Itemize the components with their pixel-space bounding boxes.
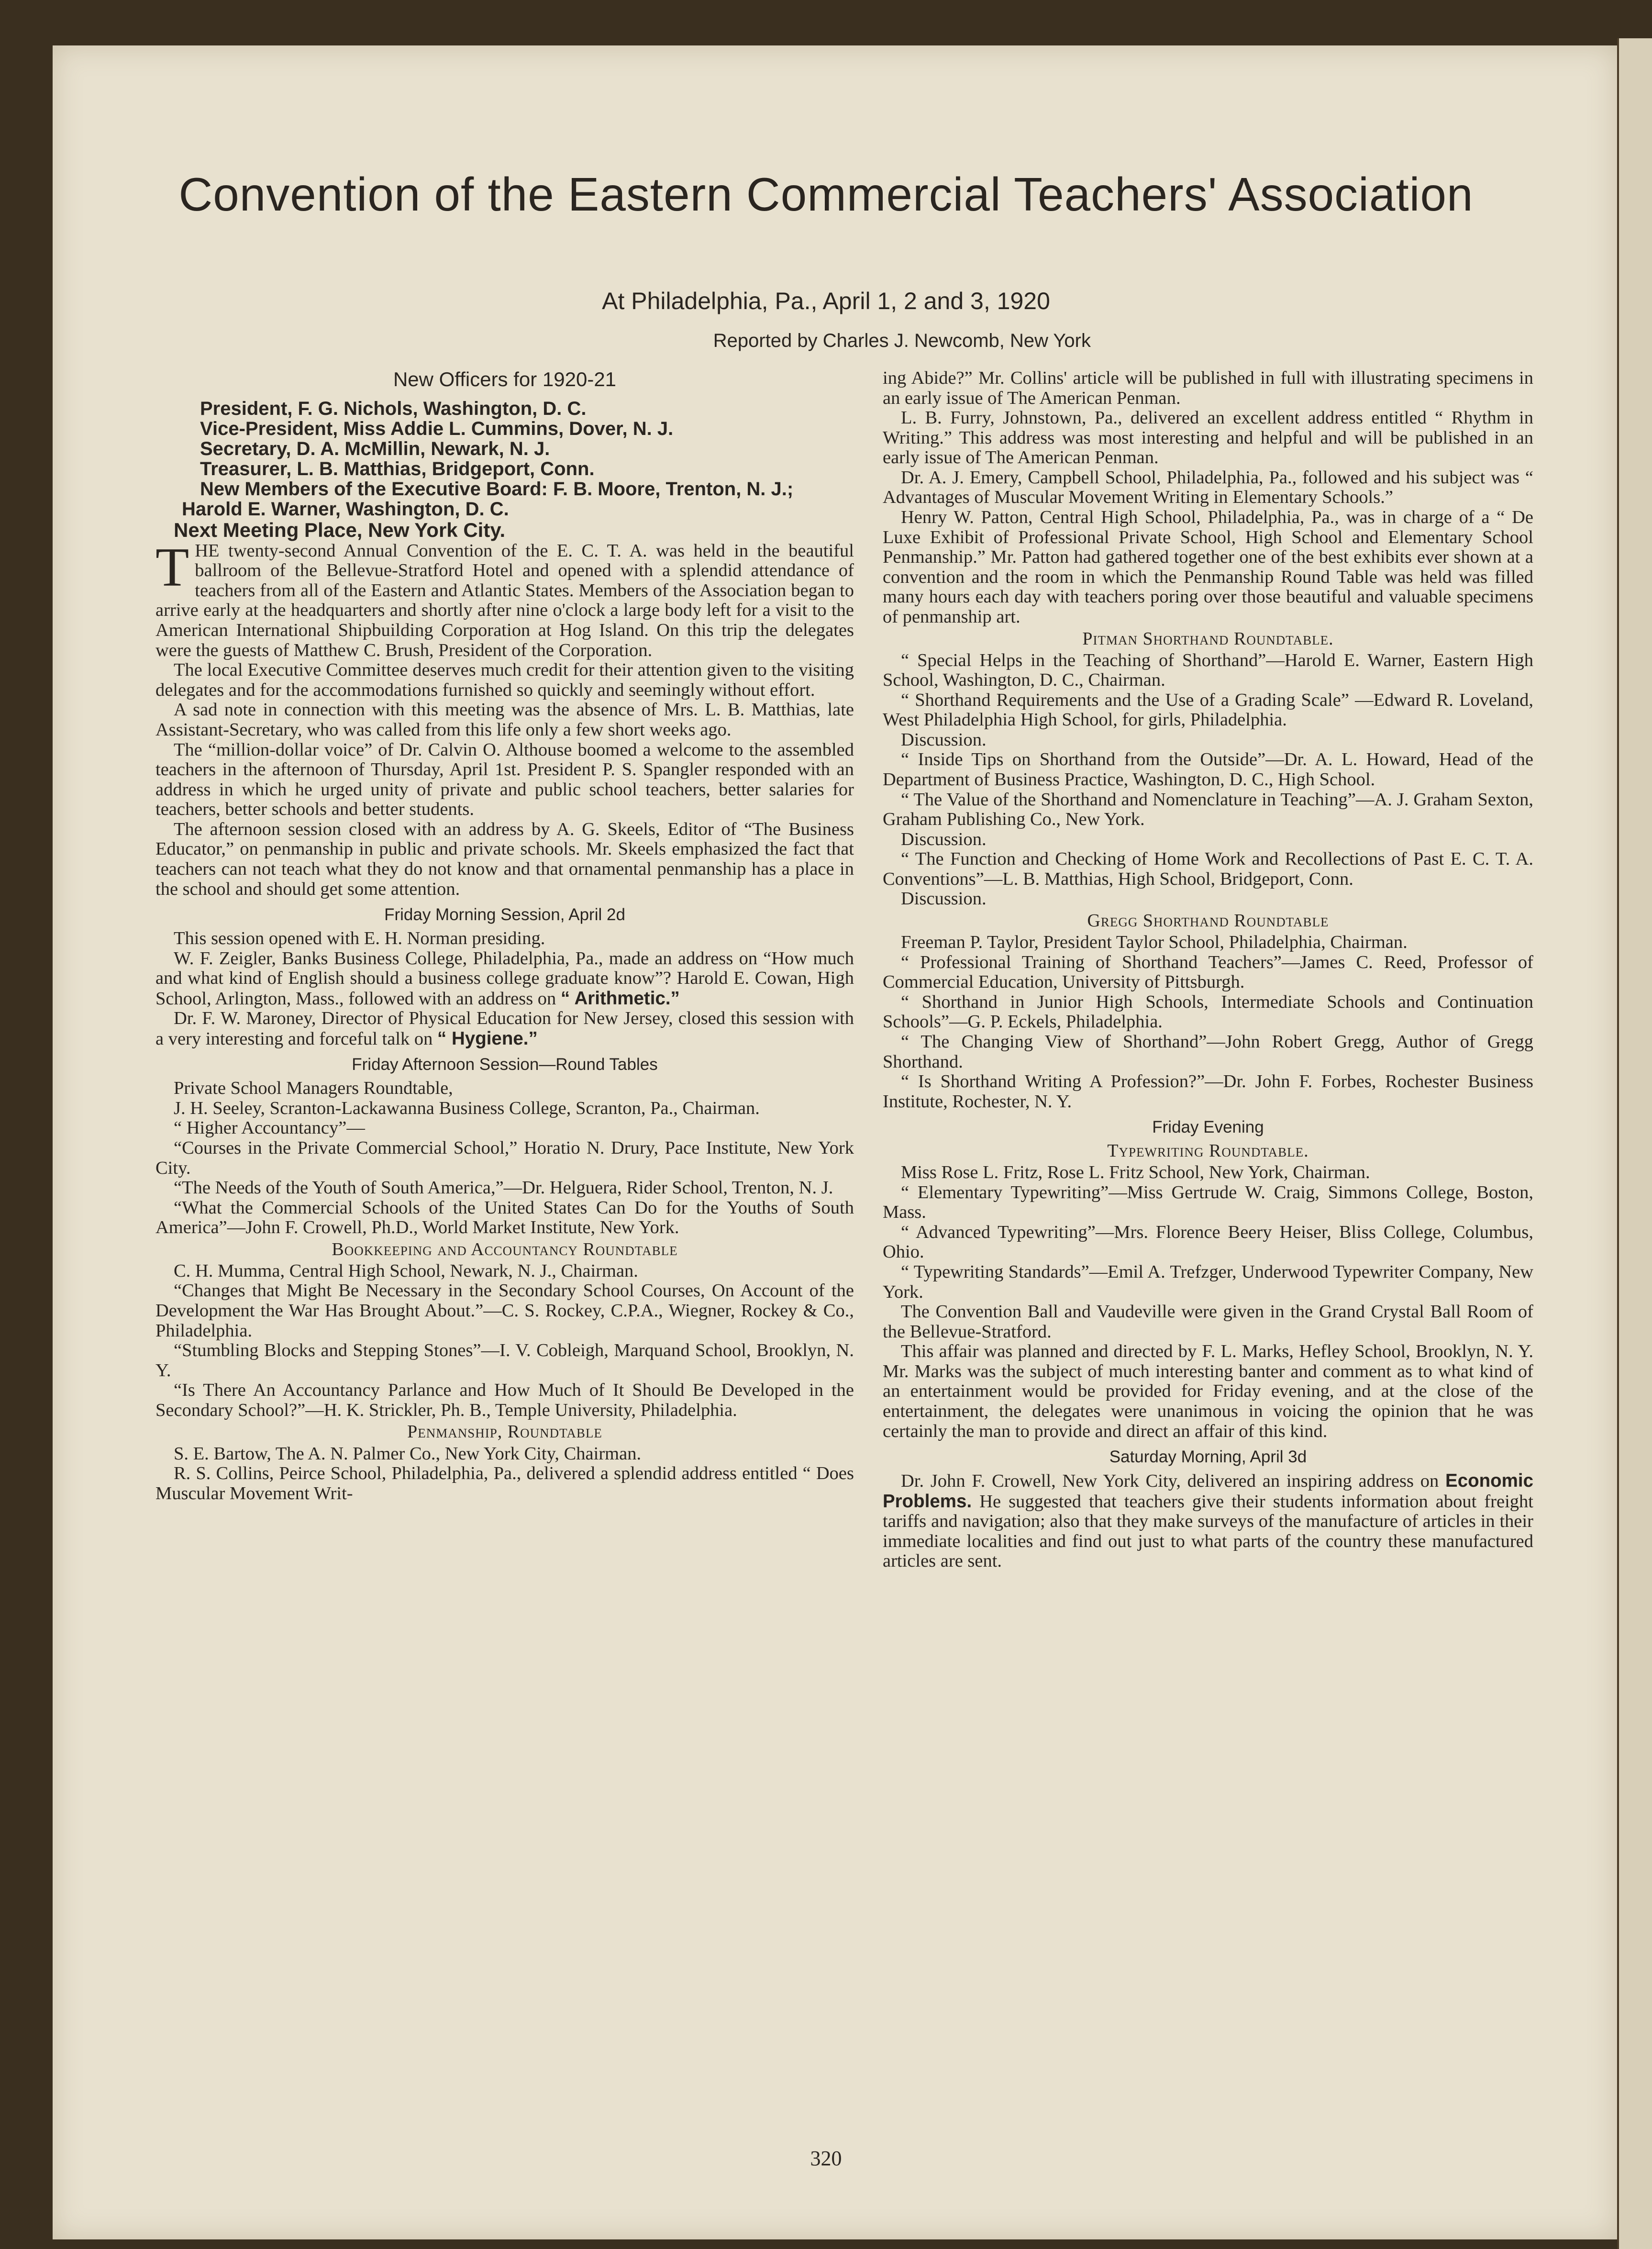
facing-page-edge bbox=[1617, 38, 1652, 2249]
headline bbox=[0, 167, 1652, 222]
paragraph: Dr. John F. Crowell, New York City, delivered an inspiring address on Economic Problems. He suggested that teachers give their students information about freight tariffs and navigation; also that they make surveys of the manufacture of articles in their immediate localities and find out just to what parts of the country these manufactured articles are sent. bbox=[883, 1470, 1533, 1571]
paragraph: Dr. A. J. Emery, Campbell School, Philadelphia, Pa., followed and his subject was “ Advantages of Muscular Movement Writing in Elementary Schools.” bbox=[883, 467, 1533, 508]
paragraph: Discussion. bbox=[901, 889, 987, 909]
section-heading: Saturday Morning, April 3d bbox=[1109, 1447, 1307, 1467]
paragraph: “ The Value of the Shorthand and Nomenclature in Teaching”—A. J. Graham Sexton, Graham Publishing Co., New York. bbox=[883, 789, 1533, 830]
paragraph: R. S. Collins, Peirce School, Philadelphia, Pa., delivered a splendid address entitled “ Does Muscular Movement Writ- bbox=[155, 1463, 854, 1503]
paragraph: “ Special Helps in the Teaching of Shorthand”—Harold E. Warner, Eastern High School, Washington, D. C., Chairman. bbox=[883, 650, 1533, 690]
roundtable-heading: Bookkeeping and Accountancy Roundtable bbox=[332, 1239, 678, 1259]
paragraph: “ Higher Accountancy”— bbox=[174, 1118, 365, 1138]
paragraph: J. H. Seeley, Scranton-Lackawanna Business College, Scranton, Pa., Chairman. bbox=[174, 1098, 760, 1118]
paragraph: S. E. Bartow, The A. N. Palmer Co., New York City, Chairman. bbox=[174, 1443, 642, 1464]
reporter-credit: Reported by Charles J. Newcomb, New York bbox=[713, 330, 1091, 351]
paragraph: “ Shorthand Requirements and the Use of a Grading Scale” —Edward R. Loveland, West Philadelphia High School, for girls, Philadelphia. bbox=[883, 690, 1533, 730]
paragraph: Freeman P. Taylor, President Taylor School, Philadelphia, Chairman. bbox=[901, 932, 1408, 953]
article-subhead: At Philadelphia, Pa., April 1, 2 and 3, 1920 bbox=[602, 288, 1050, 314]
paragraph: The local Executive Committee deserves much credit for their attention given to the visiting delegates and for the accommodations furnished so quickly and seemingly without effort. bbox=[155, 660, 854, 700]
paragraph: “ Professional Training of Shorthand Teachers”—James C. Reed, Professor of Commercial Education, University of Pittsburgh. bbox=[883, 952, 1533, 992]
article-title: Convention of the Eastern Commercial Teachers' Association bbox=[178, 168, 1474, 221]
right-column bbox=[883, 368, 1533, 1571]
section-heading: Friday Afternoon Session—Round Tables bbox=[352, 1055, 658, 1074]
paragraph: The Convention Ball and Vaudeville were given in the Grand Crystal Ball Room of the Bellevue-Stratford. bbox=[883, 1302, 1533, 1342]
section-heading: Friday Evening bbox=[1152, 1118, 1264, 1137]
officer-line: President, F. G. Nichols, Washington, D. C. bbox=[200, 398, 587, 420]
paragraph: Dr. F. W. Maroney, Director of Physical Education for New Jersey, closed this session with a very interesting and forceful talk on “ Hygiene.” bbox=[155, 1008, 854, 1049]
paragraph: “Is There An Accountancy Parlance and How Much of It Should Be Developed in the Secondary School?”—H. K. Strickler, Ph. B., Temple University, Philadelphia. bbox=[155, 1380, 854, 1420]
paragraph: Miss Rose L. Fritz, Rose L. Fritz School, New York, Chairman. bbox=[901, 1162, 1370, 1183]
paragraph: “ Inside Tips on Shorthand from the Outside”—Dr. A. L. Howard, Head of the Department of Business Practice, Washington, D. C., High School. bbox=[883, 749, 1533, 790]
paragraph: The afternoon session closed with an address by A. G. Skeels, Editor of “The Business Educator,” on penmanship in public and private schools. Mr. Skeels emphasized the fact that teachers can not teach what they do not know and that ornamental penmanship has a place in the school and should get some attention. bbox=[155, 819, 854, 899]
roundtable-heading: Pitman Shorthand Roundtable. bbox=[1082, 628, 1334, 649]
paragraph: Discussion. bbox=[901, 829, 987, 849]
paragraph: “ The Function and Checking of Home Work and Recollections of Past E. C. T. A. Conventions”—L. B. Matthias, High School, Bridgeport, Conn. bbox=[883, 849, 1533, 889]
roundtable-heading: Gregg Shorthand Roundtable bbox=[1087, 911, 1329, 931]
paragraph: A sad note in connection with this meeting was the absence of Mrs. L. B. Matthias, late Assistant-Secretary, who was called from this life only a few short weeks ago. bbox=[155, 700, 854, 740]
paragraph: “Courses in the Private Commercial School,” Horatio N. Drury, Pace Institute, New York City. bbox=[155, 1137, 854, 1178]
paragraph: “ The Changing View of Shorthand”—John Robert Gregg, Author of Gregg Shorthand. bbox=[883, 1031, 1533, 1072]
officer-line: Vice-President, Miss Addie L. Cummins, Dover, N. J. bbox=[200, 418, 674, 440]
left-column bbox=[155, 368, 854, 1503]
page-number: 320 bbox=[810, 2147, 842, 2170]
next-meeting: Next Meeting Place, New York City. bbox=[174, 519, 506, 542]
paragraph: This session opened with E. H. Norman presiding. bbox=[174, 928, 545, 948]
paragraph: This affair was planned and directed by F. L. Marks, Hefley School, Brooklyn, N. Y. Mr. Marks was the subject of much interesting banter and comment as to what kind of an entertainment would be provided for Friday evening, and at the close of the entertainment, the delegates were unanimous in voicing the opinion that he was certainly the man to provide and direct an affair of this kind. bbox=[883, 1341, 1533, 1441]
paragraph: “Stumbling Blocks and Stepping Stones”—I. V. Cobleigh, Marquand School, Brooklyn, N. Y. bbox=[155, 1340, 854, 1381]
paragraph: Private School Managers Roundtable, bbox=[174, 1078, 453, 1099]
roundtable-heading: Typewriting Roundtable. bbox=[1107, 1141, 1309, 1161]
paragraph: “ Shorthand in Junior High Schools, Intermediate Schools and Continuation Schools”—G. P. Eckels, Philadelphia. bbox=[883, 991, 1533, 1032]
officer-line: New Members of the Executive Board: F. B. Moore, Trenton, N. J.; Harold E. Warner, Washington, D. C. bbox=[182, 479, 794, 520]
paragraph: C. H. Mumma, Central High School, Newark, N. J., Chairman. bbox=[174, 1260, 638, 1281]
roundtable-heading: Penmanship, Roundtable bbox=[407, 1422, 602, 1442]
paragraph: “What the Commercial Schools of the United States Can Do for the Youths of South America”—John F. Crowell, Ph.D., World Market Institute, New York. bbox=[155, 1197, 854, 1238]
paragraph: “ Typewriting Standards”—Emil A. Trefzger, Underwood Typewriter Company, New York. bbox=[883, 1262, 1533, 1302]
paragraph: “ Elementary Typewriting”—Miss Gertrude W. Craig, Simmons College, Boston, Mass. bbox=[883, 1182, 1533, 1223]
paragraph: ing Abide?” Mr. Collins' article will be published in full with illustrating specimens in an early issue of The American Penman. bbox=[883, 368, 1533, 408]
section-heading: Friday Morning Session, April 2d bbox=[384, 905, 625, 924]
paragraph: “The Needs of the Youth of South America,”—Dr. Helguera, Rider School, Trenton, N. J. bbox=[174, 1178, 833, 1198]
paragraph: The “million-dollar voice” of Dr. Calvin O. Althouse boomed a welcome to the assembled teachers in the afternoon of Thursday, April 1st. President P. S. Spangler responded with an address in which he urged unity of private and public school teachers, better salaries for teachers, better schools and better students. bbox=[155, 739, 854, 820]
paragraph: L. B. Furry, Johnstown, Pa., delivered an excellent address entitled “ Rhythm in Writing.” This address was most interesting and helpful and will be published in an early issue of The American Penman. bbox=[883, 408, 1533, 468]
officers-title: New Officers for 1920-21 bbox=[393, 368, 617, 390]
officer-line: Secretary, D. A. McMillin, Newark, N. J. bbox=[200, 438, 550, 460]
intro-paragraph: THE twenty-second Annual Convention of the E. C. T. A. was held in the beautiful ballroom of the Bellevue-Stratford Hotel and opened with a splendid attendance of teachers from all of the Eastern and Atlantic States. Members of the Association began to arrive early at the headquarters and shortly after nine o'clock a large body left for a visit to the American International Shipbuilding Corporation at Hog Island. On this trip the delegates were the guests of Matthew C. Brush, President of the Corporation. bbox=[155, 536, 854, 660]
paragraph: “Changes that Might Be Necessary in the Secondary School Courses, On Account of the Development the War Has Brought About.”—C. S. Rockey, C.P.A., Wiegner, Rockey & Co., Philadelphia. bbox=[155, 1280, 854, 1341]
paragraph: “ Advanced Typewriting”—Mrs. Florence Beery Heiser, Bliss College, Columbus, Ohio. bbox=[883, 1222, 1533, 1262]
paragraph: W. F. Zeigler, Banks Business College, Philadelphia, Pa., made an address on “How much and what kind of English should a business college graduate know”? Harold E. Cowan, High School, Arlington, Mass., followed with an address on “ Arithmetic.” bbox=[155, 948, 854, 1009]
drop-cap: T bbox=[155, 536, 189, 598]
paragraph: Discussion. bbox=[901, 729, 987, 750]
paragraph: Henry W. Patton, Central High School, Philadelphia, Pa., was in charge of a “ De Luxe Exhibit of Professional Private School, High School and Elementary School Penmanship.” Mr. Patton had gathered together one of the best exhibits ever shown at a convention and the room in which the Penmanship Round Table was held was filled many hours each day with teachers poring over those beautiful and valuable specimens of penmanship art. bbox=[883, 507, 1533, 627]
paragraph: “ Is Shorthand Writing A Profession?”—Dr. John F. Forbes, Rochester Business Institute, Rochester, N. Y. bbox=[883, 1071, 1533, 1112]
officer-line: Treasurer, L. B. Matthias, Bridgeport, Conn. bbox=[200, 458, 595, 480]
